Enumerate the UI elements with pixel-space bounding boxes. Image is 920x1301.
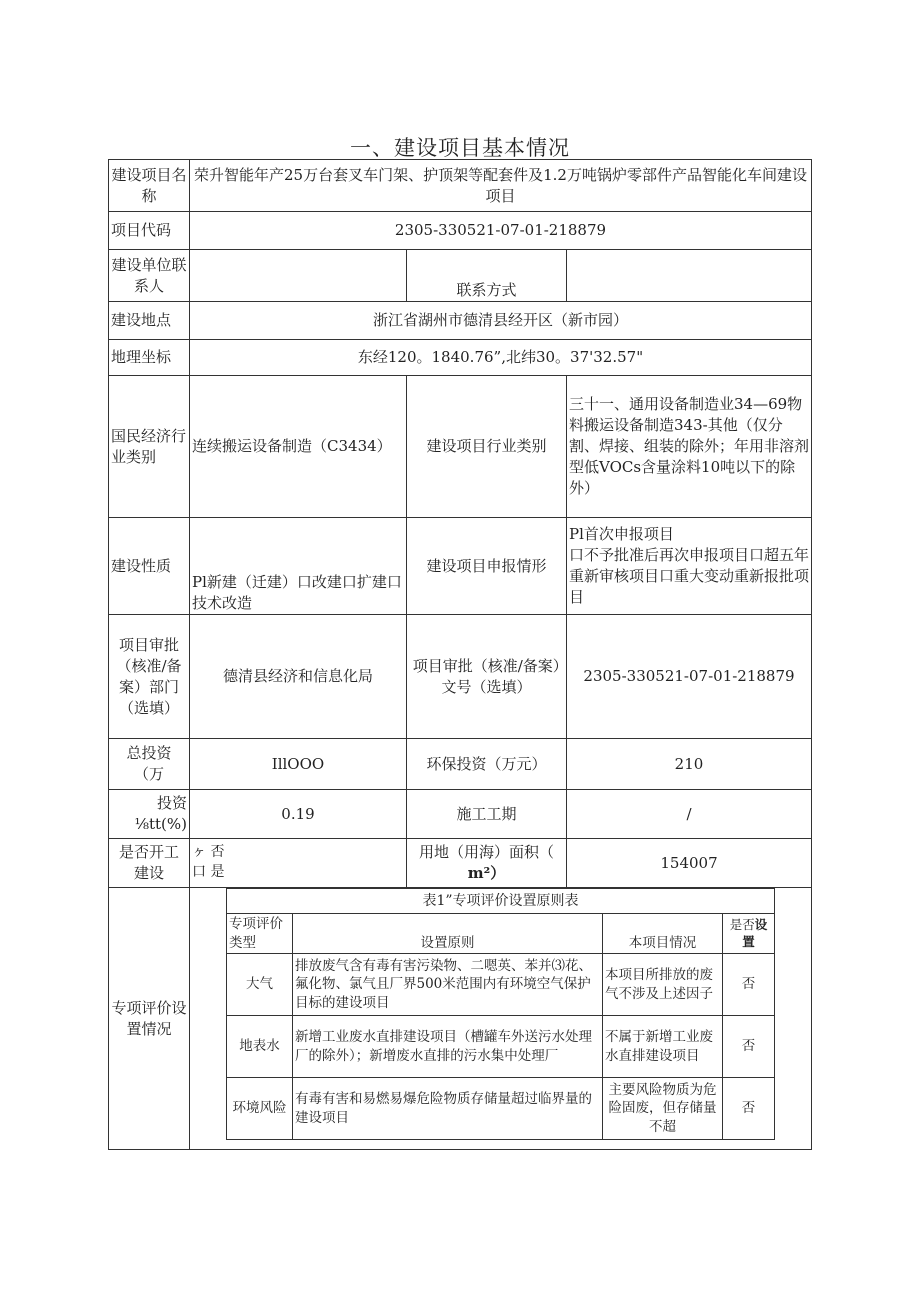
special-eval-row xyxy=(227,954,775,1016)
contact-value xyxy=(190,250,407,302)
coordinates-value: 东经120。1840.76”,北纬30。37'32.57" xyxy=(190,340,812,376)
total-investment-label xyxy=(109,739,190,790)
ratio-value: 0.19 xyxy=(190,790,407,839)
approval-dept-label: 项目审批（核准/备案）部门（选填） xyxy=(109,615,190,739)
started-label xyxy=(109,839,190,888)
construction-period-label: 施工工期 xyxy=(407,790,567,839)
project-code-value: 2305-330521-07-01-218879 xyxy=(190,212,812,250)
ratio-label-2: ⅛tt(%) xyxy=(134,815,187,833)
row-special-eval xyxy=(109,888,812,1150)
row-1-status: 不属于新增工业废水直排建设项目 xyxy=(603,1016,723,1078)
declare-first: Pl首次申报项目 xyxy=(569,525,674,543)
row-2-set: 否 xyxy=(723,1078,775,1140)
ratio-label xyxy=(109,790,190,839)
special-eval-cell xyxy=(190,888,812,1150)
header-set-1: 是否 xyxy=(729,916,755,932)
declare-situation-label: 建设项目申报情形 xyxy=(407,518,567,615)
industry-label: 国民经济行业类别 xyxy=(109,376,190,518)
row-investment xyxy=(109,739,812,790)
declare-other: 口不予批准后再次申报项目口超五年重新审核项目口重大变动重新报批项目 xyxy=(569,546,810,606)
row-2-principle: 有毒有害和易燃易爆危险物质存储量超过临界量的建设项目 xyxy=(293,1078,603,1140)
header-set xyxy=(723,914,775,954)
row-0-status: 本项目所排放的废气不涉及上述因子 xyxy=(603,954,723,1016)
special-eval-label: 专项评价设置情况 xyxy=(109,888,190,1150)
row-nature xyxy=(109,518,812,615)
contact-label: 建设单位联系人 xyxy=(109,250,190,302)
special-eval-caption: 表1”专项评价设置原则表 xyxy=(227,889,775,914)
nature-label: 建设性质 xyxy=(109,518,190,615)
location-label: 建设地点 xyxy=(109,302,190,340)
header-type: 专项评价类型 xyxy=(227,914,293,954)
started-label-2: 建设 xyxy=(133,864,164,882)
header-status: 本项目情况 xyxy=(603,914,723,954)
row-1-principle: 新增工业废水直排建设项目（槽罐车外送污水处理厂的除外）；新增废水直排的污水集中处理厂 xyxy=(293,1016,603,1078)
row-1-type: 地表水 xyxy=(227,1016,293,1078)
page-title: 一、建设项目基本情况 xyxy=(350,136,570,160)
land-area-label-1: 用地（用海）面积（ xyxy=(418,843,554,861)
contact-method-label: 联系方式 xyxy=(407,250,567,302)
row-0-set: 否 xyxy=(723,954,775,1016)
industry-category-value: 三十一、通用设备制造业34—69物料搬运设备制造343-其他（仅分割、焊接、组装的除外；年用非溶剂型低VOCs含量涂料10吨以下的除外） xyxy=(567,376,812,518)
project-name-value: 荣升智能年产25万台套叉车门架、护顶架等配套件及1.2万吨锅炉零部件产品智能化车间建设项目 xyxy=(190,160,812,212)
approval-number-value: 2305-330521-07-01-218879 xyxy=(567,615,812,739)
approval-dept-value: 德清县经济和信息化局 xyxy=(190,615,407,739)
started-option-yes: 口 是 xyxy=(192,864,225,880)
row-approval xyxy=(109,615,812,739)
row-coordinates xyxy=(109,340,812,376)
header-set-2: 设 xyxy=(754,916,768,932)
project-code-label: 项目代码 xyxy=(109,212,190,250)
row-0-principle: 排放废气含有毒有害污染物、二嗯英、苯并⑶花、氟化物、氯气且厂界500米范围内有环境空气保护目标的建设项目 xyxy=(293,954,603,1016)
basic-info-table xyxy=(108,159,812,1150)
special-eval-row xyxy=(227,1016,775,1078)
nature-value: Pl新建（迁建）口改建口扩建口技术改造 xyxy=(190,518,407,615)
land-area-label-2: m²） xyxy=(467,864,506,882)
ratio-label-1: 投资 xyxy=(156,794,187,812)
project-name-label: 建设项目名称 xyxy=(109,160,190,212)
location-value: 浙江省湖州市德清县经开区（新市园） xyxy=(190,302,812,340)
row-project-name xyxy=(109,160,812,212)
row-2-type: 环境风险 xyxy=(227,1078,293,1140)
started-label-1: 是否开工 xyxy=(118,843,179,861)
row-0-type: 大气 xyxy=(227,954,293,1016)
total-investment-label-2: （万 xyxy=(133,765,164,783)
row-ratio xyxy=(109,790,812,839)
row-industry xyxy=(109,376,812,518)
row-location xyxy=(109,302,812,340)
header-set-3: 置 xyxy=(742,933,755,949)
construction-period-value: / xyxy=(567,790,812,839)
started-option-no: ヶ 否 xyxy=(192,844,225,861)
total-investment-value: IllOOO xyxy=(190,739,407,790)
special-eval-header xyxy=(227,914,775,954)
land-area-value: 154007 xyxy=(567,839,812,888)
row-started xyxy=(109,839,812,888)
started-options xyxy=(190,839,407,888)
row-2-status: 主要风险物质为危险固废，但存储量不超 xyxy=(603,1078,723,1140)
row-1-set: 否 xyxy=(723,1016,775,1078)
total-investment-label-1: 总投资 xyxy=(126,744,172,762)
industry-category-label: 建设项目行业类别 xyxy=(407,376,567,518)
declare-situation-value xyxy=(567,518,812,615)
industry-value: 连续搬运设备制造（C3434） xyxy=(190,376,407,518)
contact-method-value xyxy=(567,250,812,302)
row-contact xyxy=(109,250,812,302)
env-investment-value: 210 xyxy=(567,739,812,790)
special-eval-row xyxy=(227,1078,775,1140)
approval-number-label: 项目审批（核准/备案）文号（选填） xyxy=(407,615,567,739)
special-eval-table xyxy=(226,888,775,1140)
land-area-label xyxy=(407,839,567,888)
row-project-code xyxy=(109,212,812,250)
env-investment-label: 环保投资（万元） xyxy=(407,739,567,790)
header-principle: 设置原则 xyxy=(293,914,603,954)
coordinates-label: 地理坐标 xyxy=(109,340,190,376)
